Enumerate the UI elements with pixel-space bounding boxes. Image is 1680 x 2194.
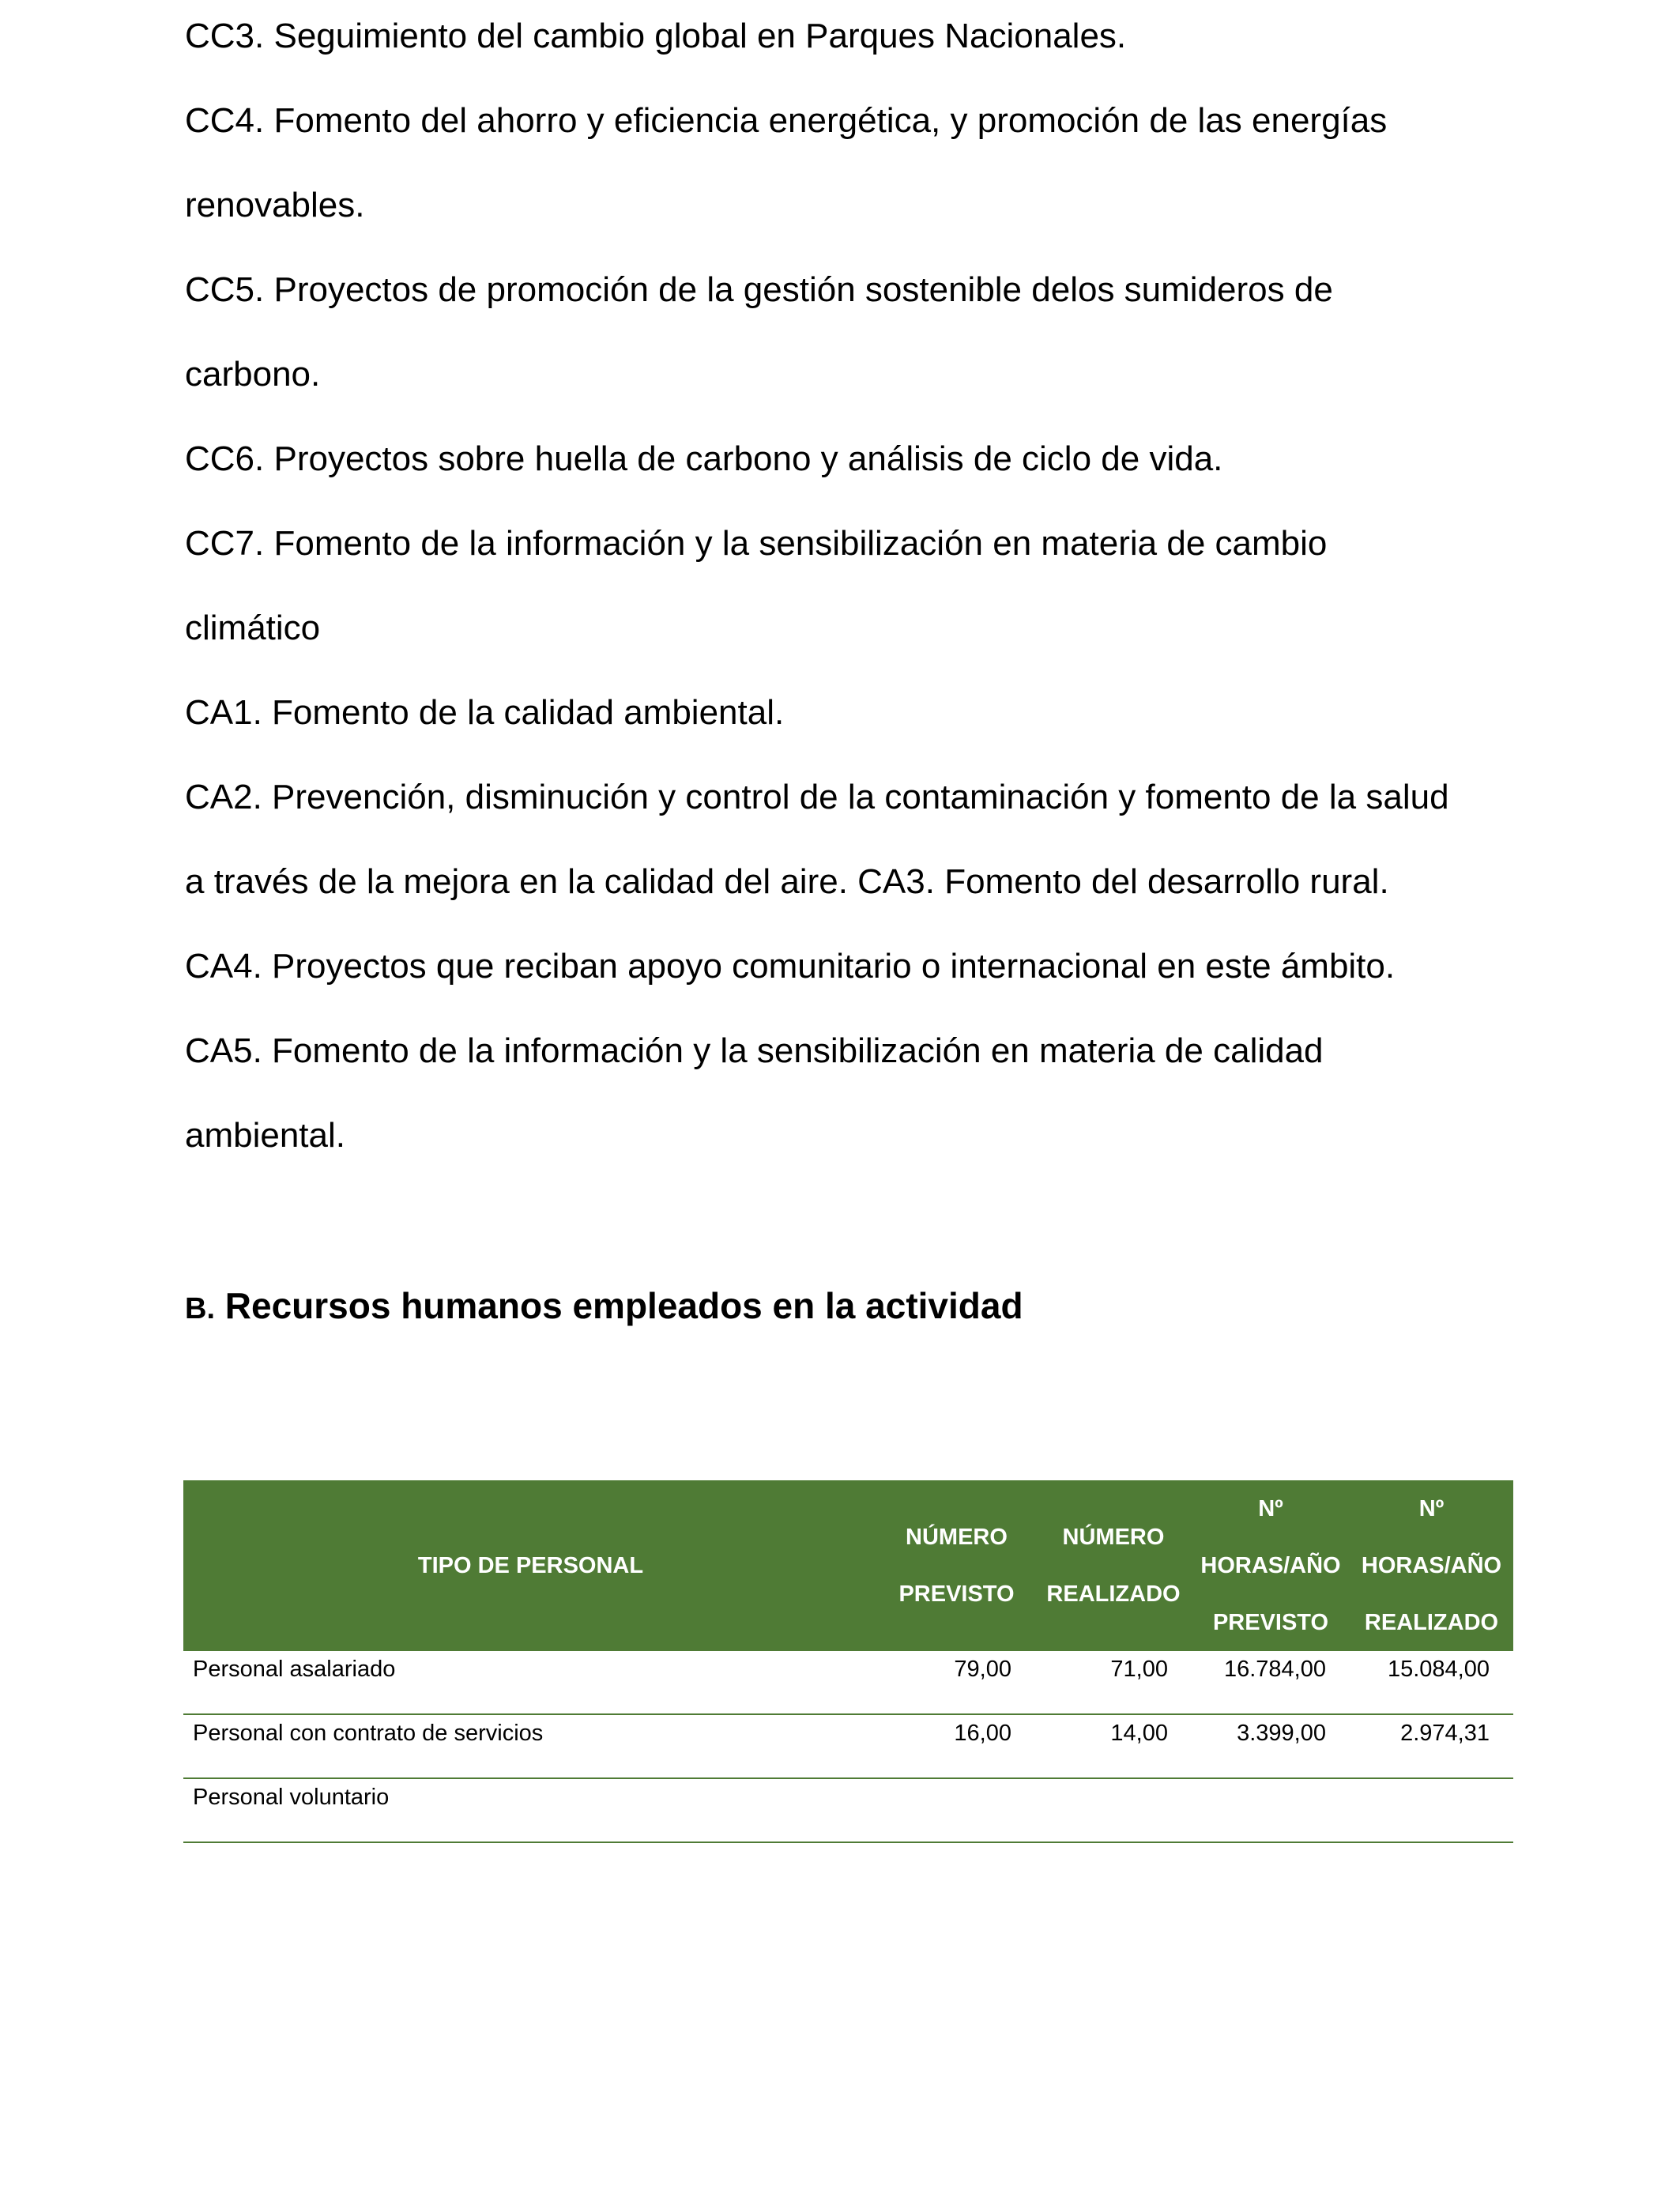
header-horas-realizado: Nº HORAS/AÑO REALIZADO: [1350, 1480, 1513, 1651]
paragraph-cc3: CC3. Seguimiento del cambio global en Parques Nacionales.: [185, 17, 1127, 55]
header-horas-previsto: Nº HORAS/AÑO PREVISTO: [1192, 1480, 1350, 1651]
section-prefix: B.: [185, 1292, 215, 1325]
section-heading: [185, 1284, 1023, 1331]
paragraph-cc4-cont: renovables.: [185, 186, 365, 224]
cell-numero-previsto: 79,00: [878, 1651, 1035, 1714]
paragraph-ca5: CA5. Fomento de la información y la sensibilización en materia de calidad: [185, 1031, 1324, 1070]
paragraph-cc7: CC7. Fomento de la información y la sensibilización en materia de cambio: [185, 524, 1328, 563]
paragraph-cc6: CC6. Proyectos sobre huella de carbono y análisis de ciclo de vida.: [185, 439, 1223, 478]
header-tipo: TIPO DE PERSONAL: [183, 1480, 878, 1651]
paragraph-cc5: CC5. Proyectos de promoción de la gestión sostenible delos sumideros de: [185, 270, 1333, 309]
personnel-table: [183, 1480, 1513, 1843]
header-numero-realizado: NÚMERO REALIZADO: [1035, 1480, 1192, 1651]
cell-numero-realizado: [1035, 1778, 1192, 1842]
cell-horas-realizado: [1350, 1778, 1513, 1842]
paragraph-ca1: CA1. Fomento de la calidad ambiental.: [185, 693, 785, 732]
cell-tipo: Personal asalariado: [183, 1651, 878, 1714]
cell-numero-previsto: [878, 1778, 1035, 1842]
cell-horas-previsto: [1192, 1778, 1350, 1842]
table-row: [183, 1778, 1513, 1842]
cell-horas-previsto: 3.399,00: [1192, 1714, 1350, 1778]
cell-numero-realizado: 71,00: [1035, 1651, 1192, 1714]
paragraph-cc7-cont: climático: [185, 609, 321, 647]
table-row: [183, 1714, 1513, 1778]
paragraph-ca2: CA2. Prevención, disminución y control de la contaminación y fomento de la salud: [185, 778, 1449, 816]
section-title: Recursos humanos empleados en la actividad: [224, 1285, 1023, 1326]
table-row: [183, 1651, 1513, 1714]
cell-numero-previsto: 16,00: [878, 1714, 1035, 1778]
cell-horas-previsto: 16.784,00: [1192, 1651, 1350, 1714]
table-header-row: [183, 1480, 1513, 1651]
paragraph-cc4: CC4. Fomento del ahorro y eficiencia energética, y promoción de las energías: [185, 101, 1388, 140]
paragraph-ca2-cont: a través de la mejora en la calidad del aire. CA3. Fomento del desarrollo rural.: [185, 862, 1389, 901]
cell-numero-realizado: 14,00: [1035, 1714, 1192, 1778]
cell-tipo: Personal con contrato de servicios: [183, 1714, 878, 1778]
cell-horas-realizado: 2.974,31: [1350, 1714, 1513, 1778]
paragraph-ca5-cont: ambiental.: [185, 1116, 346, 1155]
cell-tipo: Personal voluntario: [183, 1778, 878, 1842]
cell-horas-realizado: 15.084,00: [1350, 1651, 1513, 1714]
paragraph-ca4: CA4. Proyectos que reciban apoyo comunitario o internacional en este ámbito.: [185, 947, 1396, 986]
header-numero-previsto: NÚMERO PREVISTO: [878, 1480, 1035, 1651]
paragraph-cc5-cont: carbono.: [185, 355, 321, 394]
